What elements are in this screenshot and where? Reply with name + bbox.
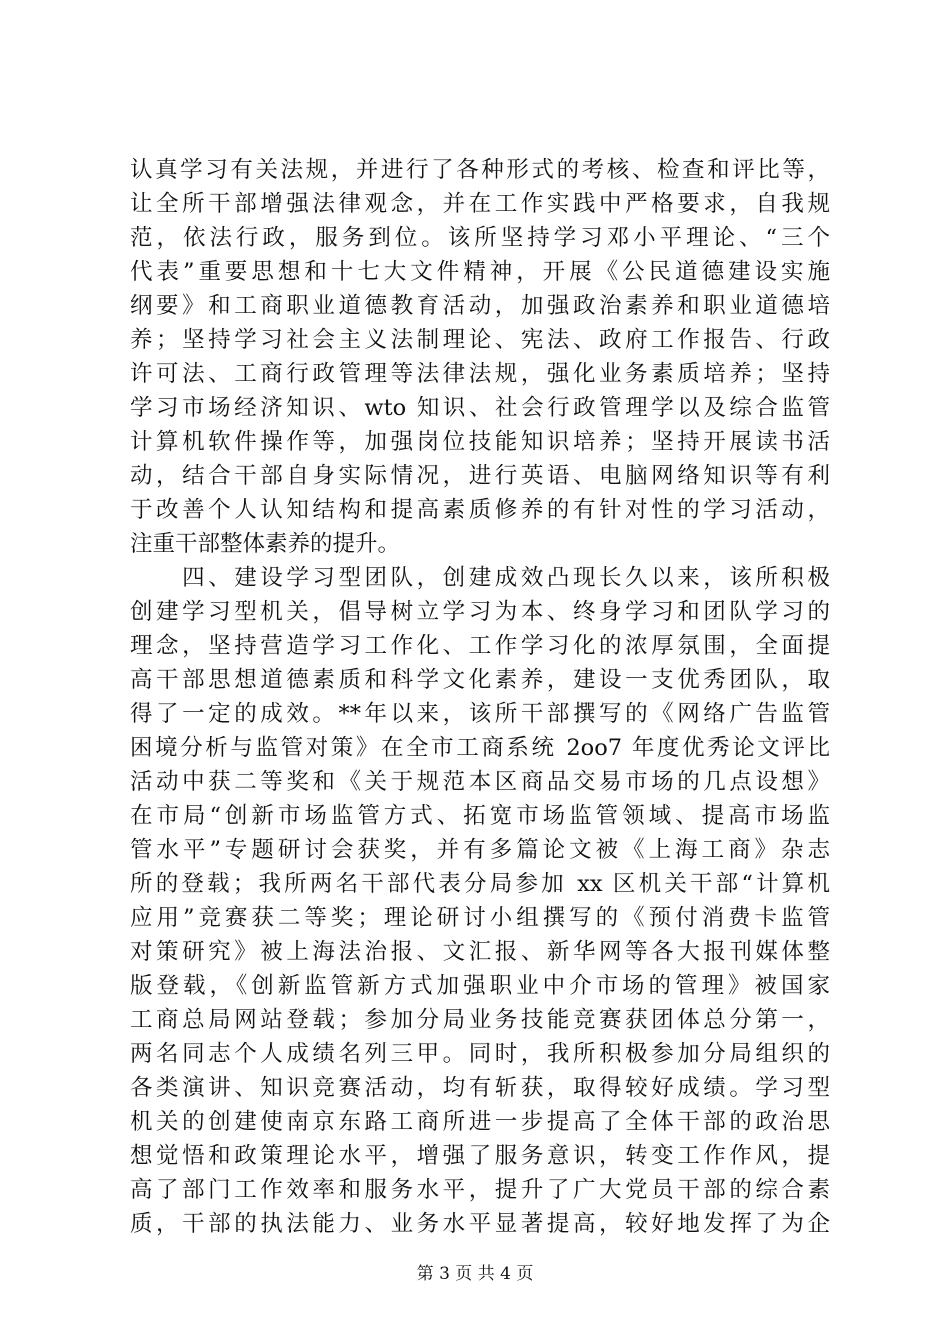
text-line: 高干部思想道德素质和科学文化素养，建设一支优秀团队，取	[130, 667, 830, 693]
text-line: 代表”重要思想和十七大文件精神，开展《公民道德建设实施	[130, 259, 830, 285]
text-line: 动，结合干部自身实际情况，进行英语、电脑网络知识等有利	[130, 463, 830, 489]
page-number: 第 3 页 共 4 页	[416, 1264, 534, 1284]
text-line: 两名同志个人成绩名列三甲。同时，我所积极参加分局组织的	[130, 1041, 830, 1067]
text-line: 理念，坚持营造学习工作化、工作学习化的浓厚氛围，全面提	[130, 633, 830, 659]
text-line: 计算机软件操作等，加强岗位技能知识培养；坚持开展读书活	[130, 429, 830, 455]
text-line: 工商总局网站登载；参加分局业务技能竞赛获团体总分第一，	[130, 1007, 830, 1033]
text-line: 质，干部的执法能力、业务水平显著提高，较好地发挥了为企	[130, 1211, 830, 1237]
text-line: 让全所干部增强法律观念，并在工作实践中严格要求，自我规	[130, 191, 830, 217]
text-line: 版登载，《创新监管新方式加强职业中介市场的管理》被国家	[130, 973, 830, 999]
text-line: 养；坚持学习社会主义法制理论、宪法、政府工作报告、行政	[130, 327, 830, 353]
text-line: 得了一定的成效。**年以来，该所干部撰写的《网络广告监管	[130, 701, 830, 727]
text-line: 于改善个人认知结构和提高素质修养的有针对性的学习活动，	[130, 497, 830, 523]
text-line: 活动中获二等奖和《关于规范本区商品交易市场的几点设想》	[130, 769, 830, 795]
text-line: 机关的创建使南京东路工商所进一步提高了全体干部的政治思	[130, 1109, 830, 1135]
text-line: 对策研究》被上海法治报、文汇报、新华网等各大报刊媒体整	[130, 939, 830, 965]
text-line: 各类演讲、知识竞赛活动，均有斩获，取得较好成绩。学习型	[130, 1075, 830, 1101]
text-line: 高了部门工作效率和服务水平，提升了广大党员干部的综合素	[130, 1177, 830, 1203]
page-footer	[0, 1263, 950, 1285]
text-line: 管水平”专题研讨会获奖，并有多篇论文被《上海工商》杂志	[130, 837, 830, 863]
text-line: 许可法、工商行政管理等法律法规，强化业务素质培养；坚持	[130, 361, 830, 387]
body-text	[130, 153, 830, 1241]
text-line: 在市局“创新市场监管方式、拓宽市场监管领域、提高市场监	[130, 803, 830, 829]
text-line: 困境分析与监管对策》在全市工商系统 2oo7 年度优秀论文评比	[130, 735, 830, 761]
text-line: 认真学习有关法规，并进行了各种形式的考核、检查和评比等，	[130, 157, 830, 183]
text-line: 所的登载；我所两名干部代表分局参加 xx 区机关干部“计算机	[130, 871, 830, 897]
text-line: 四、建设学习型团队，创建成效凸现长久以来，该所积极	[130, 565, 830, 591]
text-line: 想觉悟和政策理论水平，增强了服务意识，转变工作作风，提	[130, 1143, 830, 1169]
text-line: 注重干部整体素养的提升。	[130, 531, 401, 557]
text-line: 范，依法行政，服务到位。该所坚持学习邓小平理论、“三个	[130, 225, 830, 251]
text-line: 创建学习型机关，倡导树立学习为本、终身学习和团队学习的	[130, 599, 830, 625]
text-line: 学习市场经济知识、wto 知识、社会行政管理学以及综合监管	[130, 395, 830, 421]
text-line: 应用”竞赛获二等奖；理论研讨小组撰写的《预付消费卡监管	[130, 905, 830, 931]
text-line: 纲要》和工商职业道德教育活动，加强政治素养和职业道德培	[130, 293, 830, 319]
